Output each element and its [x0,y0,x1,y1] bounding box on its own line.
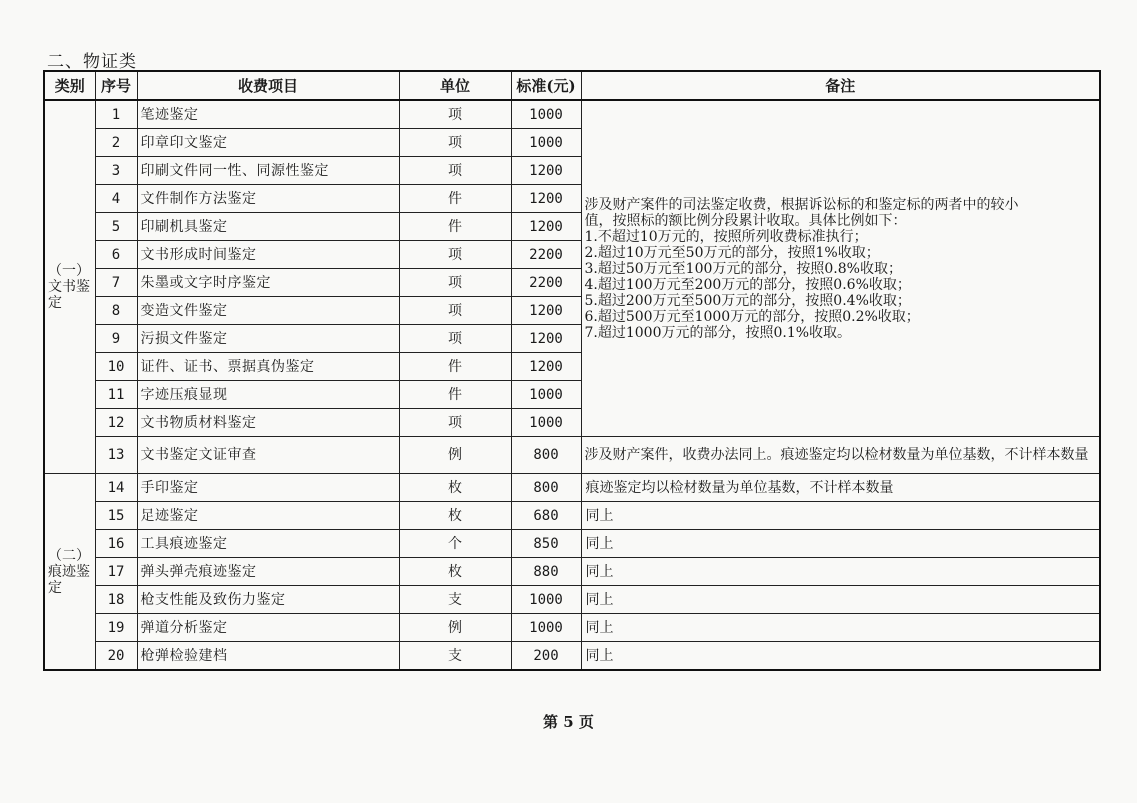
item-cell: 文件制作方法鉴定 [137,185,399,213]
seq-cell: 18 [95,586,137,614]
seq-cell: 20 [95,642,137,671]
item-cell: 手印鉴定 [137,474,399,502]
remark-line: 4.超过100万元至200万元的部分，按照0.6%收取； [584,276,911,293]
seq-cell: 16 [95,530,137,558]
item-cell: 污损文件鉴定 [137,325,399,353]
unit-cell: 件 [399,353,511,381]
unit-cell: 枚 [399,474,511,502]
seq-cell: 11 [95,381,137,409]
standard-cell: 200 [511,642,581,671]
standard-cell: 2200 [511,269,581,297]
standard-cell: 1000 [511,100,581,129]
seq-cell: 2 [95,129,137,157]
category-label: 定 [48,295,62,311]
table-row [44,614,1100,642]
item-cell: 朱墨或文字时序鉴定 [137,269,399,297]
unit-cell: 项 [399,409,511,437]
seq-cell: 13 [95,437,137,474]
remark-same: 同上 [581,642,1100,671]
table-row [44,586,1100,614]
item-cell: 印章印文鉴定 [137,129,399,157]
header-unit: 单位 [399,71,511,100]
remark-same: 同上 [581,502,1100,530]
unit-cell: 个 [399,530,511,558]
category-label: 定 [48,579,62,596]
table-row [44,100,1100,129]
category-label: （二） [48,547,90,564]
header-remark: 备注 [581,71,1100,100]
standard-cell: 880 [511,558,581,586]
remark-same: 同上 [581,530,1100,558]
unit-cell: 项 [399,100,511,129]
unit-cell: 支 [399,586,511,614]
unit-cell: 件 [399,213,511,241]
category-label: 文书鉴 [48,279,90,295]
remark-line: 7.超过1000万元的部分，按照0.1%收取。 [584,324,852,341]
header-item: 收费项目 [137,71,399,100]
item-cell: 笔迹鉴定 [137,100,399,129]
section-title: 二、物证类 [47,52,137,72]
seq-cell: 17 [95,558,137,586]
header-category: 类别 [44,71,95,100]
table-row [44,437,1100,474]
unit-cell: 例 [399,437,511,474]
unit-cell: 枚 [399,558,511,586]
seq-cell: 10 [95,353,137,381]
seq-cell: 7 [95,269,137,297]
remark-line: 涉及财产案件的司法鉴定收费，根据诉讼标的和鉴定标的两者中的较小 [584,196,1019,213]
table-header-row [44,71,1100,100]
unit-cell: 件 [399,381,511,409]
standard-cell: 1200 [511,325,581,353]
seq-cell: 1 [95,100,137,129]
seq-cell: 6 [95,241,137,269]
standard-cell: 1000 [511,409,581,437]
standard-cell: 1000 [511,129,581,157]
remark-main [581,100,1100,437]
remark-same: 同上 [581,614,1100,642]
standard-cell: 800 [511,474,581,502]
standard-cell: 1000 [511,381,581,409]
remark-line: 5.超过200万元至500万元的部分，按照0.4%收取； [584,292,911,309]
standard-cell: 1000 [511,586,581,614]
item-cell: 印刷文件同一性、同源性鉴定 [137,157,399,185]
remark-line: 6.超过500万元至1000万元的部分，按照0.2%收取； [584,308,920,325]
header-seq: 序号 [95,71,137,100]
remark-line: 1.不超过10万元的，按照所列收费标准执行； [584,228,868,245]
item-cell: 文书鉴定文证审查 [137,437,399,474]
table-row [44,530,1100,558]
remark-same: 同上 [581,586,1100,614]
unit-cell: 项 [399,241,511,269]
seq-cell: 15 [95,502,137,530]
item-cell: 弹头弹壳痕迹鉴定 [137,558,399,586]
item-cell: 文书物质材料鉴定 [137,409,399,437]
remark-row14: 痕迹鉴定均以检材数量为单位基数，不计样本数量 [581,474,1100,502]
table-row [44,642,1100,671]
standard-cell: 680 [511,502,581,530]
unit-cell: 枚 [399,502,511,530]
table-row [44,502,1100,530]
remark-row13: 涉及财产案件，收费办法同上。痕迹鉴定均以检材数量为单位基数，不计样本数量 [581,437,1100,474]
unit-cell: 支 [399,642,511,671]
seq-cell: 14 [95,474,137,502]
category-cell-document [44,100,95,474]
item-cell: 印刷机具鉴定 [137,213,399,241]
category-cell-trace [44,474,95,671]
seq-cell: 3 [95,157,137,185]
item-cell: 变造文件鉴定 [137,297,399,325]
remark-line: 3.超过50万元至100万元的部分，按照0.8%收取； [584,260,902,277]
item-cell: 枪弹检验建档 [137,642,399,671]
unit-cell: 项 [399,325,511,353]
item-cell: 弹道分析鉴定 [137,614,399,642]
standard-cell: 1200 [511,213,581,241]
item-cell: 字迹压痕显现 [137,381,399,409]
item-cell: 枪支性能及致伤力鉴定 [137,586,399,614]
standard-cell: 1000 [511,614,581,642]
standard-cell: 1200 [511,353,581,381]
category-label: （一） [48,263,90,279]
remark-line: 2.超过10万元至50万元的部分，按照1%收取； [584,244,880,261]
remark-same: 同上 [581,558,1100,586]
item-cell: 工具痕迹鉴定 [137,530,399,558]
seq-cell: 5 [95,213,137,241]
standard-cell: 1200 [511,185,581,213]
seq-cell: 12 [95,409,137,437]
seq-cell: 4 [95,185,137,213]
item-cell: 足迹鉴定 [137,502,399,530]
unit-cell: 项 [399,269,511,297]
seq-cell: 19 [95,614,137,642]
standard-cell: 2200 [511,241,581,269]
fee-table [43,70,1101,671]
seq-cell: 8 [95,297,137,325]
remark-line: 值，按照标的额比例分段累计收取。具体比例如下： [584,212,907,229]
standard-cell: 850 [511,530,581,558]
header-standard: 标准(元) [511,71,581,100]
unit-cell: 例 [399,614,511,642]
unit-cell: 件 [399,185,511,213]
table-row [44,558,1100,586]
item-cell: 证件、证书、票据真伪鉴定 [137,353,399,381]
item-cell: 文书形成时间鉴定 [137,241,399,269]
unit-cell: 项 [399,297,511,325]
unit-cell: 项 [399,129,511,157]
standard-cell: 800 [511,437,581,474]
standard-cell: 1200 [511,297,581,325]
category-label: 痕迹鉴 [48,563,90,580]
standard-cell: 1200 [511,157,581,185]
table-row [44,474,1100,502]
seq-cell: 9 [95,325,137,353]
unit-cell: 项 [399,157,511,185]
page-number: 第 5 页 [543,713,594,731]
